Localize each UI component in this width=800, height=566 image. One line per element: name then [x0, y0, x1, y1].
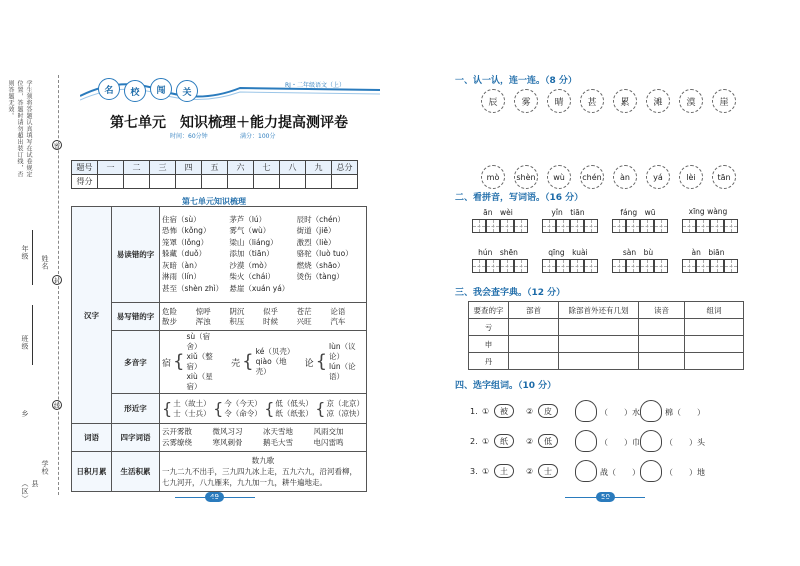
dict-char: 申 — [469, 336, 509, 353]
q2-pinyin: qīng kuài — [548, 248, 588, 257]
q4-option[interactable]: 纸 — [494, 434, 514, 448]
tianzige-cell[interactable] — [682, 219, 696, 233]
brace: { — [162, 398, 173, 418]
sizi-word: 鹅毛大雪 — [263, 438, 293, 447]
q2-heading: 二、看拼音，写词语。（16 分） — [455, 193, 584, 203]
score-header: 四 — [176, 161, 202, 175]
yixie-word: 苍茫 — [296, 306, 312, 316]
q4-blank-word[interactable]: （ ）巾 — [600, 438, 640, 447]
circled-one: ① — [482, 437, 490, 446]
xingjin-word: 低（低头） — [275, 398, 313, 408]
county-label: 县（区） — [21, 480, 39, 503]
knowledge-table — [71, 206, 367, 492]
sub-duoyin: 多音字 — [112, 331, 160, 394]
yidu-word: 灰暗（àn） — [162, 260, 202, 270]
brace: { — [315, 398, 326, 418]
xingjin-word: 凉（凉快） — [326, 408, 364, 418]
brace: { — [264, 398, 275, 418]
brand-char: 名 — [98, 78, 120, 100]
poem-cell — [160, 452, 367, 492]
seal-mark: 密 — [52, 140, 62, 150]
xingjin-word: 令（命令） — [224, 408, 262, 418]
footer-rule — [175, 497, 255, 498]
yidu-word: 茅芦（lú） — [229, 214, 267, 224]
yidu-word: 柴火（chái） — [229, 272, 275, 282]
full-score-label: 满分：100分 — [240, 133, 276, 140]
dict-answer[interactable] — [559, 319, 639, 336]
xingjin-item — [315, 399, 364, 419]
tianzige-cell[interactable] — [710, 259, 724, 273]
score-header: 三 — [150, 161, 176, 175]
score-header: 八 — [280, 161, 306, 175]
tianzige-cell[interactable] — [626, 259, 640, 273]
dict-char: 亏 — [469, 319, 509, 336]
leaf-decoration — [575, 430, 597, 452]
yidu-word: 悬崖（xuán yá） — [229, 283, 290, 293]
tianzige-cell[interactable] — [612, 219, 626, 233]
score-header: 总分 — [332, 161, 358, 175]
q4-blank-word[interactable]: （ ）水 — [600, 408, 640, 417]
dict-answer[interactable] — [685, 353, 744, 370]
yixie-word: 似乎 — [263, 306, 278, 316]
yixie-word: 汽车 — [330, 316, 346, 326]
q1-pinyin[interactable]: wù — [547, 165, 571, 189]
q2-pinyin: yǐn tiān — [551, 208, 585, 217]
tianzige-cell[interactable] — [556, 219, 570, 233]
score-header: 五 — [202, 161, 228, 175]
score-header: 七 — [254, 161, 280, 175]
yixie-word: 时候 — [263, 316, 278, 326]
dictionary-table — [468, 301, 744, 370]
q2-writing-box[interactable] — [682, 219, 738, 233]
duoyin-reading: lùn（议论） — [329, 342, 356, 361]
page-number: 50 — [596, 492, 615, 502]
yixie-word: 惊呼 — [195, 306, 211, 316]
q2-writing-box[interactable] — [472, 219, 528, 233]
tianzige-cell[interactable] — [570, 219, 584, 233]
xingjin-word: 土（故土） — [173, 398, 211, 408]
score-cell[interactable] — [98, 175, 124, 189]
score-cell[interactable] — [254, 175, 280, 189]
duoyin-reading: lún（论语） — [329, 362, 356, 381]
yixie-word: 阴沉 — [229, 306, 245, 316]
dict-answer[interactable] — [639, 336, 685, 353]
tianzige-cell[interactable] — [654, 259, 668, 273]
circled-two: ② — [526, 467, 534, 476]
yidu-word: 辰时（chén） — [296, 214, 345, 224]
yixie-word: 兴旺 — [296, 316, 312, 326]
tianzige-cell[interactable] — [556, 259, 570, 273]
xingjin-item — [213, 399, 262, 419]
sizi-word: 微风习习 — [212, 426, 243, 436]
grade-label: 年级 — [21, 245, 29, 260]
tianzige-cell[interactable] — [500, 219, 514, 233]
q1-pinyin[interactable]: lèi — [679, 165, 703, 189]
dict-char: 丹 — [469, 353, 509, 370]
seal-mark: 线 — [52, 400, 62, 410]
xingjin-item — [264, 399, 313, 419]
duoyin-reading: xiù（星宿） — [186, 372, 213, 391]
q2-writing-box[interactable] — [542, 259, 598, 273]
tianzige-cell[interactable] — [584, 259, 598, 273]
q4-option[interactable]: 被 — [494, 404, 514, 418]
yixie-word: 论语 — [330, 306, 346, 316]
q1-char[interactable]: 辰 — [481, 89, 505, 113]
q4-number: 3. — [470, 467, 478, 476]
dict-header: 组词 — [685, 302, 744, 319]
dict-answer[interactable] — [559, 336, 639, 353]
yidu-word: 住宿（sù） — [162, 214, 201, 224]
tianzige-cell[interactable] — [724, 259, 738, 273]
leaf-decoration — [640, 400, 662, 422]
yidu-word: 梁山（liáng） — [229, 237, 278, 247]
score-cell[interactable] — [280, 175, 306, 189]
class-label: 班级 — [21, 335, 29, 350]
yixie-word: 散步 — [162, 316, 177, 326]
xingjin-word: 今（今天） — [224, 398, 262, 408]
q1-char[interactable]: 晴 — [547, 89, 571, 113]
tianzige-cell[interactable] — [514, 219, 528, 233]
yidu-word: 躲藏（duǒ） — [162, 249, 207, 259]
duoyin-reading: sù（宿舍） — [186, 332, 211, 351]
tianzige-cell[interactable] — [612, 259, 626, 273]
q2-writing-box[interactable] — [612, 219, 668, 233]
poem-line: 七九河开，八九雁来，九九加一九，耕牛遍地走。 — [162, 478, 327, 487]
sizi-word: 风雨交加 — [313, 426, 344, 436]
q1-pinyin[interactable]: yá — [646, 165, 670, 189]
yidu-grid — [162, 215, 364, 295]
dict-header: 除部首外还有几划 — [559, 302, 639, 319]
xingjin-word: 纸（纸张） — [275, 408, 313, 418]
category-hanzi: 汉字 — [72, 207, 112, 424]
yidu-word: 添加（tiān） — [229, 249, 274, 259]
q2-pinyin: fáng wū — [620, 208, 656, 217]
q2-pinyin: sàn bù — [622, 248, 654, 257]
tianzige-cell[interactable] — [486, 259, 500, 273]
circled-one: ① — [482, 407, 490, 416]
brace: { — [173, 351, 185, 372]
q1-char[interactable]: 漠 — [679, 89, 703, 113]
binding-notice: 学生须将答题认真填写在试卷规定位置，答题时请勿超出装订线，否则答题无效。 — [7, 80, 32, 178]
yixie-word: 浑浊 — [195, 316, 211, 326]
q2-pinyin: ān wèi — [483, 208, 513, 217]
score-header: 一 — [98, 161, 124, 175]
dict-header: 部首 — [509, 302, 559, 319]
xingjin-pair — [275, 399, 313, 419]
yidu-word: 笼罩（lǒng） — [162, 237, 209, 247]
town-label: 乡 — [21, 410, 29, 418]
q1-pinyin[interactable]: shèn — [514, 165, 538, 189]
leaf-decoration — [640, 460, 662, 482]
circled-two: ② — [526, 437, 534, 446]
xingjin-group — [162, 399, 364, 419]
duoyin-cell — [160, 331, 367, 394]
sizi-cell — [160, 424, 367, 452]
score-cell[interactable] — [124, 175, 150, 189]
score-cell[interactable] — [176, 175, 202, 189]
yixie-cell — [160, 303, 367, 331]
grade-line — [32, 230, 33, 285]
dict-answer[interactable] — [509, 353, 559, 370]
dict-answer[interactable] — [509, 319, 559, 336]
q1-heading: 一、认一认，连一连。（8 分） — [455, 76, 577, 86]
yidu-word: 街道（jiē） — [296, 226, 336, 236]
tianzige-cell[interactable] — [724, 219, 738, 233]
score-header: 九 — [306, 161, 332, 175]
tianzige-cell[interactable] — [640, 259, 654, 273]
duoyin-readings — [256, 347, 295, 377]
dict-header: 要查的字 — [469, 302, 509, 319]
brace: { — [242, 351, 254, 372]
yixie-word: 危险 — [162, 306, 177, 316]
category-jilei: 日积月累 — [72, 452, 112, 492]
poem-title: 数九歌 — [251, 456, 275, 465]
q4-option[interactable]: 土 — [494, 464, 514, 478]
q2-pinyin: hún shēn — [478, 248, 518, 257]
yidu-word: 骆驼（luò tuo） — [296, 249, 353, 259]
xingjin-pair — [224, 399, 262, 419]
sizi-word: 冰天雪地 — [263, 426, 293, 436]
yidu-word: 甚至（shèn zhì） — [162, 283, 224, 293]
brand-char: 校 — [124, 80, 146, 102]
yixie-word: 积压 — [229, 316, 245, 326]
duoyin-item — [231, 347, 294, 377]
q4-number: 1. — [470, 407, 478, 416]
q4-number: 2. — [470, 437, 478, 446]
tianzige-cell[interactable] — [542, 259, 556, 273]
q2-pinyin: xīng wàng — [688, 207, 728, 216]
q1-pinyin[interactable]: tān — [712, 165, 736, 189]
dict-answer[interactable] — [685, 336, 744, 353]
duoyin-item — [305, 342, 364, 382]
dict-answer[interactable] — [559, 353, 639, 370]
duoyin-readings — [329, 342, 364, 382]
tianzige-cell[interactable] — [486, 219, 500, 233]
time-label: 时间：60分钟 — [170, 133, 208, 140]
sub-xingjin: 形近字 — [112, 394, 160, 424]
xingjin-pair — [326, 399, 364, 419]
dict-header: 读音 — [639, 302, 685, 319]
sub-yidu: 易读错的字 — [112, 207, 160, 303]
yidu-word: 淋雨（lín） — [162, 272, 201, 282]
duoyin-reading: qiào（地壳） — [255, 357, 287, 376]
sub-shenghuo: 生活积累 — [112, 452, 160, 492]
dict-answer[interactable] — [639, 319, 685, 336]
q4-blank-word[interactable]: （ ）地 — [665, 468, 705, 477]
tianzige-cell[interactable] — [710, 219, 724, 233]
class-line — [32, 305, 33, 365]
duoyin-char: 论 — [304, 358, 314, 369]
yidu-word: 烫伤（tàng） — [296, 272, 344, 282]
page-number: 49 — [205, 492, 224, 502]
dict-answer[interactable] — [509, 336, 559, 353]
q1-char[interactable]: 甚 — [580, 89, 604, 113]
sizi-word: 电闪雷鸣 — [313, 438, 344, 447]
poem-line: 一九二九不出手，三九四九冰上走，五九六九，沿河看柳， — [162, 467, 357, 476]
seal-mark: 封 — [52, 275, 62, 285]
score-cell[interactable] — [228, 175, 254, 189]
xingjin-word: 士（士兵） — [173, 408, 211, 418]
score-row-label: 得分 — [72, 175, 98, 189]
yixie-grid — [162, 307, 364, 327]
xingjin-cell — [160, 394, 367, 424]
school-label: 学校 — [41, 460, 49, 475]
score-header: 题号 — [72, 161, 98, 175]
leaf-decoration — [575, 400, 597, 422]
q1-char[interactable]: 滩 — [646, 89, 670, 113]
q1-char[interactable]: 累 — [613, 89, 637, 113]
q1-pinyin[interactable]: àn — [613, 165, 637, 189]
q1-char[interactable]: 崖 — [712, 89, 736, 113]
yidu-cell — [160, 207, 367, 303]
q2-pinyin: àn biān — [691, 248, 725, 257]
leaf-decoration — [575, 460, 597, 482]
tianzige-cell[interactable] — [696, 219, 710, 233]
name-label: 姓名 — [41, 255, 49, 270]
section-title: 第七单元知识梳理 — [182, 197, 246, 206]
page-title: 第七单元 知识梳理＋能力提高测评卷 — [110, 115, 348, 131]
q1-pinyin[interactable]: chén — [580, 165, 604, 189]
sizi-grid — [162, 427, 364, 449]
sizi-word: 云开雾散 — [162, 426, 192, 436]
circled-one: ① — [482, 467, 490, 476]
q3-heading: 三、我会查字典。（12 分） — [455, 288, 566, 298]
q2-writing-box[interactable] — [682, 259, 738, 273]
xingjin-pair — [173, 399, 211, 419]
score-table — [71, 160, 358, 189]
binding-strip — [6, 80, 60, 503]
duoyin-reading: ké（贝壳） — [255, 347, 295, 356]
duoyin-readings — [186, 332, 221, 392]
brace: { — [213, 398, 224, 418]
score-header: 六 — [228, 161, 254, 175]
category-ciyu: 词语 — [72, 424, 112, 452]
series-label: RJ・二年级语文（上） — [285, 82, 345, 89]
q4-option[interactable]: 皮 — [538, 404, 558, 418]
yidu-word: 恐怖（kǒng） — [162, 226, 211, 236]
score-cell[interactable] — [150, 175, 176, 189]
sizi-word: 云雾缭绕 — [162, 438, 192, 447]
score-header: 二 — [124, 161, 150, 175]
footer-rule — [565, 497, 645, 498]
brand-char: 闯 — [150, 78, 172, 100]
tianzige-cell[interactable] — [472, 259, 486, 273]
tianzige-cell[interactable] — [626, 219, 640, 233]
q4-blank-word[interactable]: 棉（ ） — [665, 408, 705, 417]
duoyin-reading: xiǔ（整宿） — [186, 352, 213, 371]
yidu-word: 雾气（wù） — [229, 226, 271, 236]
q4-blank-word[interactable]: 战（ ） — [600, 468, 640, 477]
q2-writing-box[interactable] — [542, 219, 598, 233]
q4-option[interactable]: 低 — [538, 434, 558, 448]
q4-blank-word[interactable]: （ ）头 — [665, 438, 705, 447]
sub-sizi: 四字词语 — [112, 424, 160, 452]
duoyin-item — [162, 332, 221, 392]
xingjin-item — [162, 399, 211, 419]
duoyin-group — [162, 332, 364, 392]
duoyin-char: 宿 — [162, 358, 172, 369]
q1-char[interactable]: 雾 — [514, 89, 538, 113]
yidu-word: 激烈（liè） — [296, 237, 336, 247]
q4-heading: 四、选字组词。（10 分） — [455, 381, 557, 391]
dict-answer[interactable] — [639, 353, 685, 370]
tianzige-cell[interactable] — [640, 219, 654, 233]
tianzige-cell[interactable] — [654, 219, 668, 233]
tianzige-cell[interactable] — [542, 219, 556, 233]
tianzige-cell[interactable] — [570, 259, 584, 273]
tianzige-cell[interactable] — [682, 259, 696, 273]
brace: { — [315, 351, 328, 372]
q4-option[interactable]: 士 — [538, 464, 558, 478]
q2-writing-box[interactable] — [472, 259, 528, 273]
tianzige-cell[interactable] — [514, 259, 528, 273]
sizi-word: 寒风刺骨 — [212, 438, 243, 447]
binding-line — [58, 75, 59, 495]
sub-yixie: 易写错的字 — [112, 303, 160, 331]
duoyin-char: 壳 — [231, 358, 241, 369]
yidu-word: 燃烧（shāo） — [296, 260, 345, 270]
tianzige-cell[interactable] — [584, 219, 598, 233]
yidu-word: 沙漠（mò） — [229, 260, 272, 270]
tianzige-cell[interactable] — [472, 219, 486, 233]
tianzige-cell[interactable] — [500, 259, 514, 273]
score-cell[interactable] — [332, 175, 358, 189]
brand-char: 关 — [176, 80, 198, 102]
leaf-decoration — [640, 430, 662, 452]
dict-answer[interactable] — [685, 319, 744, 336]
q1-pinyin[interactable]: mò — [481, 165, 505, 189]
q2-writing-box[interactable] — [612, 259, 668, 273]
score-cell[interactable] — [202, 175, 228, 189]
tianzige-cell[interactable] — [696, 259, 710, 273]
brand-banner — [80, 76, 380, 104]
xingjin-word: 京（北京） — [326, 398, 364, 408]
circled-two: ② — [526, 407, 534, 416]
score-cell[interactable] — [306, 175, 332, 189]
